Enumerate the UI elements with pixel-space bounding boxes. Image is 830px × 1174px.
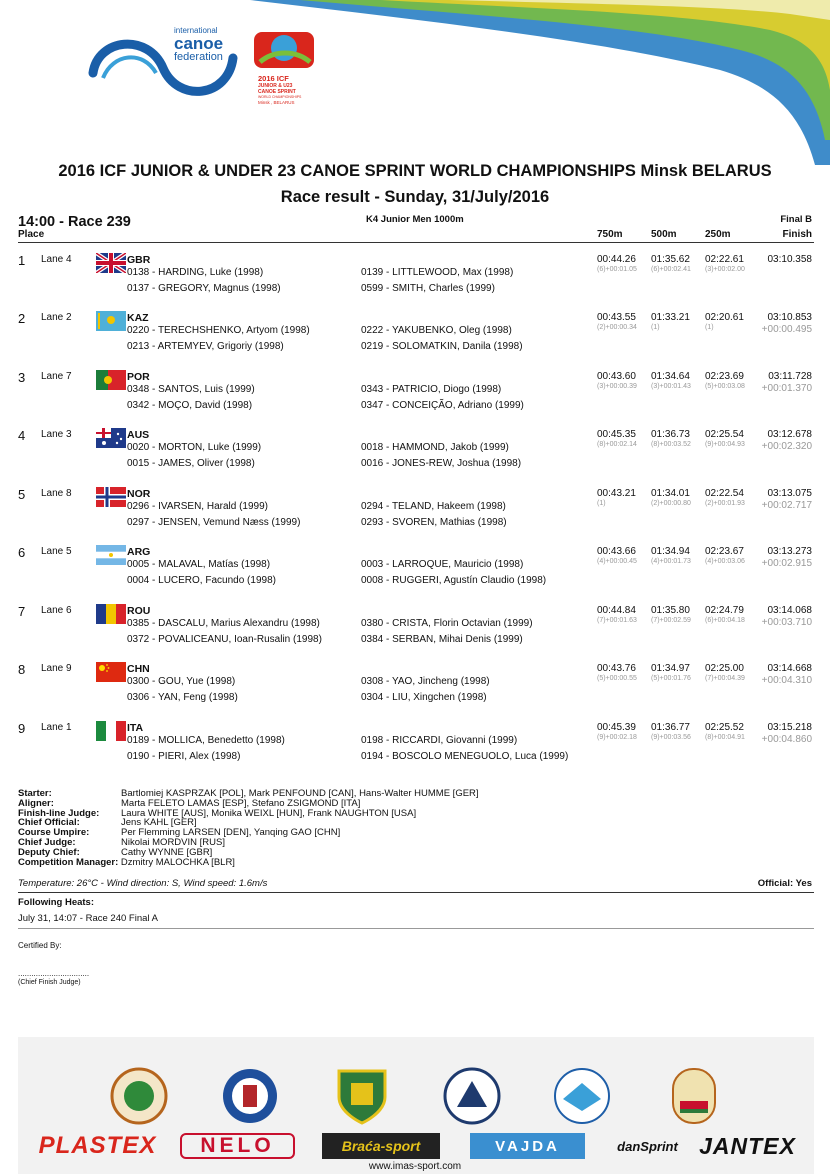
result-nation: ARG (127, 546, 151, 558)
sponsor-logo-plastex: PLASTEX (38, 1132, 157, 1159)
result-nation: NOR (127, 488, 151, 500)
athlete-name: 0004 - LUCERO, Facundo (1998) (127, 575, 276, 586)
gbr-flag-icon (96, 253, 126, 273)
chief-finish-judge-label: (Chief Finish Judge) (18, 979, 81, 986)
split-500m: 01:34.97 (651, 663, 690, 674)
split-250m-rank: (7)+00:04.39 (705, 675, 745, 682)
athlete-name: 0306 - YAN, Feng (1998) (127, 692, 238, 703)
result-row-por (0, 370, 830, 428)
athlete-name: 0599 - SMITH, Charles (1999) (361, 283, 495, 294)
sponsor-logo-dansprint: danSprint (617, 1138, 678, 1154)
official-row (18, 838, 479, 848)
split-250m: 02:25.52 (705, 722, 744, 733)
split-750m: 00:43.60 (597, 371, 636, 382)
athlete-name: 0213 - ARTEMYEV, Grigoriy (1998) (127, 341, 284, 352)
result-row-ita (0, 721, 830, 779)
result-lane: Lane 8 (41, 488, 72, 499)
finish-time: 03:12.678 (767, 429, 812, 440)
split-750m: 00:43.76 (597, 663, 636, 674)
athlete-name: 0222 - YAKUBENKO, Oleg (1998) (361, 325, 512, 336)
official-row (18, 858, 479, 868)
rou-flag-icon (96, 604, 126, 624)
result-nation: AUS (127, 429, 150, 441)
header-divider (18, 242, 814, 243)
split-750m-rank: (1) (597, 500, 606, 507)
finish-gap: +00:01.370 (761, 383, 812, 394)
finish-gap: +00:03.710 (761, 617, 812, 628)
split-750m-rank: (8)+00:02.14 (597, 441, 637, 448)
split-500m: 01:33.21 (651, 312, 690, 323)
athlete-name: 0219 - SOLOMATKIN, Danila (1998) (361, 341, 523, 352)
column-header-place: Place (18, 229, 45, 240)
split-500m-rank: (1) (651, 324, 660, 331)
official-row (18, 828, 479, 838)
split-750m-rank: (2)+00:00.34 (597, 324, 637, 331)
icf-logo-text-2: canoe (174, 34, 224, 53)
athlete-name: 0348 - SANTOS, Luis (1999) (127, 384, 255, 395)
icf-logo-text-1: international (174, 26, 218, 35)
split-500m: 01:35.80 (651, 605, 690, 616)
finish-gap: +00:00.495 (761, 324, 812, 335)
athlete-name: 0385 - DASCALU, Marius Alexandru (1998) (127, 618, 320, 629)
athlete-name: 0005 - MALAVAL, Matías (1998) (127, 559, 271, 570)
finish-time: 03:13.273 (767, 546, 812, 557)
result-nation: CHN (127, 663, 150, 675)
split-750m: 00:44.84 (597, 605, 636, 616)
split-500m-rank: (3)+00:01.43 (651, 383, 691, 390)
following-heats-value: July 31, 14:07 - Race 240 Final A (18, 913, 158, 924)
event-logo-year: 2016 ICF (258, 74, 289, 83)
result-nation: POR (127, 371, 150, 383)
aus-flag-icon (96, 428, 126, 448)
race-phase: Final B (780, 214, 812, 225)
result-lane: Lane 3 (41, 429, 72, 440)
finish-gap: +00:02.717 (761, 500, 812, 511)
official-label: Deputy Chief: (18, 846, 80, 858)
result-lane: Lane 2 (41, 312, 72, 323)
athlete-name: 0300 - GOU, Yue (1998) (127, 676, 236, 687)
athlete-name: 0297 - JENSEN, Vemund Næss (1999) (127, 517, 301, 528)
result-place: 5 (18, 487, 26, 502)
athlete-name: 0194 - BOSCOLO MENEGUOLO, Luca (1999) (361, 751, 569, 762)
official-value: Cathy WYNNE [GBR] (121, 846, 213, 858)
split-250m-rank: (2)+00:01.93 (705, 500, 745, 507)
signature-line: ................................ (18, 969, 90, 978)
split-750m-rank: (7)+00:01.63 (597, 617, 637, 624)
official-label: Course Umpire: (18, 827, 90, 839)
athlete-name: 0189 - MOLLICA, Benedetto (1998) (127, 735, 285, 746)
finish-time: 03:10.853 (767, 312, 812, 323)
split-250m: 02:24.79 (705, 605, 744, 616)
result-row-nor (0, 487, 830, 545)
athlete-name: 0308 - YAO, Jincheng (1998) (361, 676, 490, 687)
split-250m: 02:23.69 (705, 371, 744, 382)
split-750m-rank: (5)+00:00.55 (597, 675, 637, 682)
result-place: 1 (18, 253, 26, 268)
athlete-name: 0190 - PIERI, Alex (1998) (127, 751, 241, 762)
split-750m: 00:45.35 (597, 429, 636, 440)
column-header-250m: 250m (705, 229, 731, 240)
coat-of-arms-icon (333, 1067, 391, 1125)
result-row-arg (0, 545, 830, 603)
split-500m-rank: (6)+00:02.41 (651, 266, 691, 273)
result-place: 6 (18, 545, 26, 560)
sponsor-logo-vajda: VAJDA (470, 1133, 585, 1159)
athlete-name: 0003 - LARROQUE, Mauricio (1998) (361, 559, 524, 570)
page-subtitle: Race result - Sunday, 31/July/2016 (280, 188, 550, 206)
split-750m-rank: (9)+00:02.18 (597, 734, 637, 741)
athlete-name: 0020 - MORTON, Luke (1999) (127, 442, 262, 453)
split-500m: 01:36.73 (651, 429, 690, 440)
event-logo-line-5: Minsk , BELARUS (258, 100, 295, 105)
split-250m: 02:23.67 (705, 546, 744, 557)
result-place: 9 (18, 721, 26, 736)
result-place: 8 (18, 662, 26, 677)
sponsor-logo-nelo: NELO (180, 1133, 295, 1159)
finish-time: 03:14.068 (767, 605, 812, 616)
finish-gap: +00:02.915 (761, 558, 812, 569)
official-label: Competition Manager: (18, 856, 119, 868)
official-value: Dzmitry MALOCHKA [BLR] (120, 856, 235, 868)
official-value: Nikolai MORDVIN [RUS] (121, 836, 225, 848)
result-place: 4 (18, 428, 26, 443)
split-750m-rank: (3)+00:00.39 (597, 383, 637, 390)
athlete-name: 0016 - JONES-REW, Joshua (1998) (361, 458, 522, 469)
result-row-kaz (0, 311, 830, 369)
split-250m: 02:25.54 (705, 429, 744, 440)
column-header-finish: Finish (782, 229, 812, 240)
footer-divider (18, 892, 814, 893)
split-500m-rank: (2)+00:00.80 (651, 500, 691, 507)
split-500m-rank: (8)+00:03.52 (651, 441, 691, 448)
official-label: Finish-line Judge: (18, 807, 100, 819)
split-500m-rank: (4)+00:01.73 (651, 558, 691, 565)
column-header-750m: 750m (597, 229, 623, 240)
olympic-seal-icon (665, 1067, 723, 1125)
split-750m-rank: (6)+00:01.05 (597, 266, 637, 273)
split-250m: 02:22.54 (705, 488, 744, 499)
kaz-flag-icon (96, 311, 126, 331)
athlete-name: 0347 - CONCEIÇÃO, Adriano (1999) (361, 400, 524, 411)
result-lane: Lane 5 (41, 546, 72, 557)
athlete-name: 0008 - RUGGERI, Agustín Claudio (1998) (361, 575, 547, 586)
result-nation: GBR (127, 254, 151, 266)
result-row-aus (0, 428, 830, 486)
official-label: Aligner: (18, 797, 54, 809)
result-row-rou (0, 604, 830, 662)
split-500m-rank: (9)+00:03.56 (651, 734, 691, 741)
following-heats-heading: Following Heats: (18, 897, 94, 908)
sponsor-logo-braca-sport: Braća-sport (322, 1133, 440, 1159)
split-250m-rank: (6)+00:04.18 (705, 617, 745, 624)
result-nation: ROU (127, 605, 151, 617)
canoe-club-seal-icon (443, 1067, 501, 1125)
athlete-name: 0015 - JAMES, Oliver (1998) (127, 458, 255, 469)
certified-by-label: Certified By: (18, 941, 62, 950)
race-title: 14:00 - Race 239 (18, 214, 131, 230)
finish-time: 03:15.218 (767, 722, 812, 733)
athlete-name: 0380 - CRISTA, Florin Octavian (1999) (361, 618, 533, 629)
arg-flag-icon (96, 545, 126, 565)
federation-seal-icon (110, 1067, 168, 1125)
finish-time: 03:13.075 (767, 488, 812, 499)
split-500m-rank: (5)+00:01.76 (651, 675, 691, 682)
official-label: Chief Judge: (18, 836, 76, 848)
result-lane: Lane 1 (41, 722, 72, 733)
result-lane: Lane 7 (41, 371, 72, 382)
sponsor-logo-jantex: JANTEX (699, 1132, 796, 1159)
event-logo-line-4: WORLD CHAMPIONSHIPS (258, 95, 302, 99)
split-250m: 02:22.61 (705, 254, 744, 265)
result-nation: KAZ (127, 312, 149, 324)
split-250m-rank: (4)+00:03.06 (705, 558, 745, 565)
split-250m: 02:25.00 (705, 663, 744, 674)
result-place: 3 (18, 370, 26, 385)
split-750m: 00:43.21 (597, 488, 636, 499)
finish-time: 03:10.358 (767, 254, 812, 265)
finish-gap: +00:04.310 (761, 675, 812, 686)
official-status: Official: Yes (757, 878, 812, 889)
result-row-chn (0, 662, 830, 720)
event-logo-line-2: JUNIOR & U23 (258, 83, 293, 89)
official-value: Jens KAHL [GER] (121, 817, 197, 829)
result-lane: Lane 4 (41, 254, 72, 265)
athlete-name: 0139 - LITTLEWOOD, Max (1998) (361, 267, 514, 278)
athlete-name: 0018 - HAMMOND, Jakob (1999) (361, 442, 509, 453)
result-place: 2 (18, 311, 26, 326)
result-nation: ITA (127, 722, 144, 734)
athlete-name: 0294 - TELAND, Hakeem (1998) (361, 501, 506, 512)
finish-gap: +00:02.320 (761, 441, 812, 452)
athlete-name: 0372 - POVALICEANU, Ioan-Rusalin (1998) (127, 634, 322, 645)
icf-logo (88, 28, 238, 108)
official-row (18, 809, 479, 819)
event-logo (252, 26, 322, 116)
athlete-name: 0342 - MOÇO, David (1998) (127, 400, 253, 411)
split-250m: 02:20.61 (705, 312, 744, 323)
finish-gap: +00:04.860 (761, 734, 812, 745)
city-seal-icon (221, 1067, 279, 1125)
split-750m: 00:43.66 (597, 546, 636, 557)
sport-seal-icon (553, 1067, 611, 1125)
website-url: www.imas-sport.com (368, 1161, 462, 1172)
split-500m: 01:34.94 (651, 546, 690, 557)
result-lane: Lane 6 (41, 605, 72, 616)
athlete-name: 0137 - GREGORY, Magnus (1998) (127, 283, 281, 294)
athlete-name: 0343 - PATRICIO, Diogo (1998) (361, 384, 502, 395)
split-250m-rank: (3)+00:02.00 (705, 266, 745, 273)
split-750m: 00:45.39 (597, 722, 636, 733)
footer-divider-2 (18, 928, 814, 929)
split-250m-rank: (9)+00:04.93 (705, 441, 745, 448)
split-750m: 00:43.55 (597, 312, 636, 323)
event-logo-line-3: CANOE SPRINT (258, 89, 296, 95)
split-500m: 01:34.01 (651, 488, 690, 499)
boat-class: K4 Junior Men 1000m (366, 214, 464, 225)
result-place: 7 (18, 604, 26, 619)
athlete-name: 0220 - TERECHSHENKO, Artyom (1998) (127, 325, 310, 336)
chn-flag-icon (96, 662, 126, 682)
por-flag-icon (96, 370, 126, 390)
split-750m: 00:44.26 (597, 254, 636, 265)
split-750m-rank: (4)+00:00.45 (597, 558, 637, 565)
official-label: Starter: (18, 788, 52, 799)
official-label: Chief Official: (18, 817, 80, 829)
nor-flag-icon (96, 487, 126, 507)
split-500m: 01:35.62 (651, 254, 690, 265)
athlete-name: 0296 - IVARSEN, Harald (1999) (127, 501, 268, 512)
athlete-name: 0138 - HARDING, Luke (1998) (127, 267, 264, 278)
split-250m-rank: (5)+00:03.08 (705, 383, 745, 390)
athlete-name: 0304 - LIU, Xingchen (1998) (361, 692, 487, 703)
athlete-name: 0293 - SVOREN, Mathias (1998) (361, 517, 507, 528)
athlete-name: 0384 - SERBAN, Mihai Denis (1999) (361, 634, 523, 645)
weather-info: Temperature: 26°C - Wind direction: S, Wind speed: 1.6m/s (18, 878, 268, 889)
officials-list (18, 789, 479, 867)
icf-logo-text-3: federation (174, 51, 223, 63)
result-row-gbr (0, 253, 830, 311)
split-500m: 01:34.64 (651, 371, 690, 382)
official-value: Per Flemming LARSEN [DEN], Yanqing GAO [CHN] (121, 827, 341, 839)
ita-flag-icon (96, 721, 126, 741)
official-value: Laura WHITE [AUS], Monika WEIXL [HUN], Frank NAUGHTON [USA] (121, 807, 417, 819)
finish-time: 03:11.728 (768, 371, 812, 382)
athlete-name: 0198 - RICCARDI, Giovanni (1999) (361, 735, 518, 746)
official-value: Marta FELETO LAMAS [ESP], Stefano ZSIGMOND [ITA] (121, 797, 361, 809)
split-250m-rank: (1) (705, 324, 714, 331)
finish-time: 03:14.668 (767, 663, 812, 674)
page-title: 2016 ICF JUNIOR & UNDER 23 CANOE SPRINT WORLD CHAMPIONSHIPS Minsk BELARUS (58, 162, 772, 180)
column-header-500m: 500m (651, 229, 677, 240)
split-250m-rank: (8)+00:04.91 (705, 734, 745, 741)
result-lane: Lane 9 (41, 663, 72, 674)
official-value: Bartlomiej KASPRZAK [POL], Mark PENFOUND [CAN], Hans-Walter HUMME [GER] (121, 788, 479, 799)
split-500m-rank: (7)+00:02.59 (651, 617, 691, 624)
split-500m: 01:36.77 (651, 722, 690, 733)
